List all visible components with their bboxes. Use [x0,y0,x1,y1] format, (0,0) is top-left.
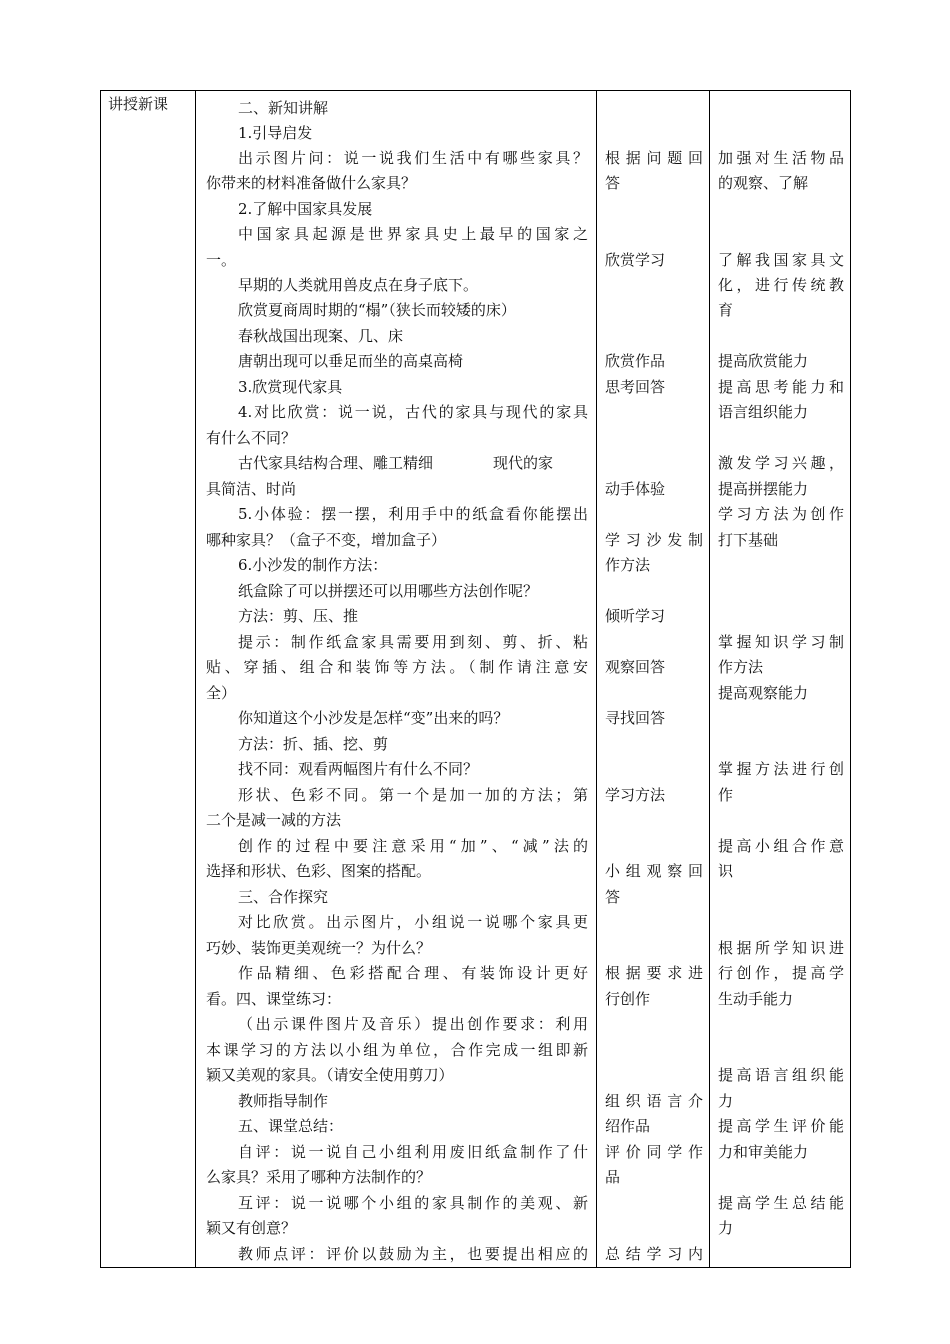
activity-line: 绍作品 [605,1117,651,1135]
activity-line: 倾听学习 [605,607,666,625]
activity-line: 欣赏作品 [605,352,666,370]
activity-line: 欣赏学习 [605,251,666,269]
purpose-line: 提高语言组织能 [718,1066,844,1084]
purpose-line: 作方法 [718,658,764,676]
activity-line: 寻找回答 [605,709,666,727]
content-line: 教师点评：评价以鼓励为主，也要提出相应的 [238,1245,588,1263]
content-line: 本课学习的方法以小组为单位，合作完成一组即新 [206,1041,588,1059]
content-line: 古代家具结构合理、雕工精细 现代的家 [238,454,554,472]
purpose-line: 掌握方法进行创 [718,760,844,778]
content-line: 纸盒除了可以拼摆还可以用哪些方法创作呢？ [238,582,539,600]
content-line: 早期的人类就用兽皮点在身子底下。 [238,276,479,294]
activity-line: 评价同学作 [605,1143,703,1161]
purpose-line: 加强对生活物品 [718,149,844,167]
content-line: 自评：说一说自己小组利用废旧纸盒制作了什 [238,1143,588,1161]
table-top-border [100,90,850,91]
activity-line: 品 [605,1168,621,1186]
content-line: 创作的过程中要注意采用“加”、“减”法的 [238,837,588,855]
content-line: 欣赏夏商周时期的“榻”（狭长而较矮的床） [238,301,516,319]
content-line: 二个是减一减的方法 [206,811,342,829]
purpose-line: 生动手能力 [718,990,794,1008]
content-line: 一。 [206,251,237,269]
column-divider-1 [195,90,196,1268]
activity-line: 小组观察回 [605,862,703,880]
content-line: 选择和形状、色彩、图案的搭配。 [206,862,432,880]
purpose-line: 提高思考能力和 [718,378,844,396]
content-line: 提示：制作纸盒家具需要用到刻、剪、折、粘 [238,633,588,651]
purpose-line: 激发学习兴趣， [718,454,844,472]
purpose-line: 力和审美能力 [718,1143,809,1161]
activity-line: 根据要求进 [605,964,703,982]
activity-line: 总结学习内 [605,1245,703,1263]
activity-line: 思考回答 [605,378,666,396]
activity-line: 学习沙发制 [605,531,703,549]
purpose-line: 力 [718,1092,734,1110]
activity-line: 作方法 [605,556,651,574]
purpose-line: 掌握知识学习制 [718,633,844,651]
purpose-line: 提高欣赏能力 [718,352,809,370]
table-right-border [850,90,851,1268]
content-line: 全） [206,684,237,702]
content-line: 春秋战国出现案、几、床 [238,327,404,345]
content-line: 颖又美观的家具。（请安全使用剪刀） [206,1066,454,1084]
content-line: 出示图片问：说一说我们生活中有哪些家具？ [238,149,588,167]
activity-line: 学习方法 [605,786,666,804]
purpose-line: 识 [718,862,734,880]
purpose-line: 提高小组合作意 [718,837,844,855]
purpose-line: 打下基础 [718,531,779,549]
content-line: 哪种家具？（盒子不变，增加盒子） [206,531,447,549]
activity-line: 根据问题回 [605,149,703,167]
content-line: 五、课堂总结： [238,1117,344,1135]
purpose-line: 语言组织能力 [718,403,809,421]
purpose-line: 化，进行传统教 [718,276,844,294]
content-line: 三、合作探究 [238,888,329,906]
content-line: 中国家具起源是世界家具史上最早的国家之 [238,225,588,243]
content-line: 唐朝出现可以垂足而坐的高桌高椅 [238,352,464,370]
content-line: 找不同：观看两幅图片有什么不同？ [238,760,479,778]
purpose-line: 学习方法为创作 [718,505,844,523]
purpose-line: 根据所学知识进 [718,939,844,957]
purpose-line: 提高学生总结能 [718,1194,844,1212]
activity-line: 答 [605,888,621,906]
activity-line: 答 [605,174,621,192]
content-line: 4.对比欣赏：说一说，古代的家具与现代的家具 [238,403,588,421]
purpose-line: 的观察、了解 [718,174,809,192]
content-line: 5.小体验：摆一摆，利用手中的纸盒看你能摆出 [238,505,588,523]
content-line: 具简洁、时尚 [206,480,297,498]
content-line: 贴、穿插、组合和装饰等方法。（制作请注意安 [206,658,588,676]
content-line: 你知道这个小沙发是怎样“变”出来的吗？ [238,709,509,727]
activity-line: 行创作 [605,990,651,1008]
activity-line: 动手体验 [605,480,666,498]
content-line: 形状、色彩不同。第一个是加一加的方法；第 [238,786,588,804]
purpose-line: 作 [718,786,734,804]
purpose-line: 行创作，提高学 [718,964,844,982]
content-line: 对比欣赏。出示图片，小组说一说哪个家具更 [238,913,588,931]
purpose-line: 育 [718,301,734,319]
column-divider-2 [596,90,597,1268]
section-label: 讲授新课 [108,95,169,113]
content-line: 方法：剪、压、推 [238,607,359,625]
purpose-line: 提高拼摆能力 [718,480,809,498]
content-line: 作品精细、色彩搭配合理、有装饰设计更好 [238,964,588,982]
content-line: 巧妙、装饰更美观统一？为什么？ [206,939,432,957]
activity-line: 组织语言介 [605,1092,703,1110]
content-line: （出示课件图片及音乐）提出创作要求：利用 [238,1015,588,1033]
purpose-line: 提高观察能力 [718,684,809,702]
content-line: 么家具？采用了哪种方法制作的？ [206,1168,432,1186]
content-line: 方法：折、插、挖、剪 [238,735,389,753]
content-line: 颖又有创意？ [206,1219,297,1237]
content-line: 教师指导制作 [238,1092,329,1110]
activity-line: 观察回答 [605,658,666,676]
column-divider-3 [709,90,710,1268]
content-line: 有什么不同？ [206,429,297,447]
content-line: 二、新知讲解 [238,99,329,117]
content-line: 6.小沙发的制作方法： [238,556,388,574]
content-line: 2.了解中国家具发展 [238,200,373,218]
content-line: 互评：说一说哪个小组的家具制作的美观、新 [238,1194,588,1212]
content-line: 你带来的材料准备做什么家具？ [206,174,417,192]
content-line: 看。四、课堂练习： [206,990,342,1008]
purpose-line: 了解我国家具文 [718,251,844,269]
table-left-border [100,90,101,1268]
content-line: 1.引导启发 [238,124,313,142]
content-line: 3.欣赏现代家具 [238,378,343,396]
purpose-line: 力 [718,1219,734,1237]
table-bottom-border [100,1267,850,1268]
purpose-line: 提高学生评价能 [718,1117,844,1135]
